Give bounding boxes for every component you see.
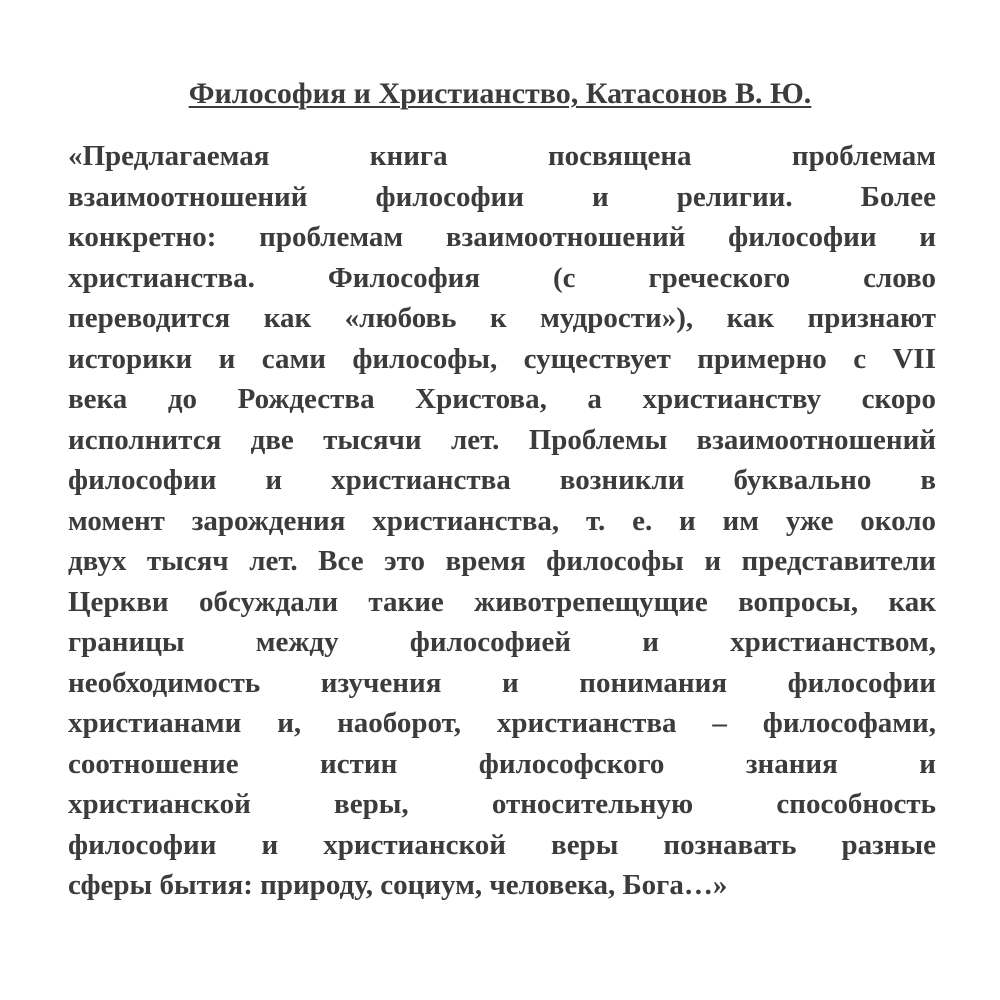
- text-line: двух тысяч лет. Все это время философы и представители: [68, 545, 936, 577]
- text-line: исполнится две тысячи лет. Проблемы взаимоотношений: [68, 423, 936, 456]
- text-line: необходимость изучения и понимания философии: [68, 666, 936, 699]
- text-line: христианами и, наоборот, христианства – философами,: [68, 707, 936, 739]
- quote-paragraph: [68, 136, 936, 906]
- document-title-text: Философия и Христианство, Катасонов В. Ю.: [188, 77, 812, 110]
- text-line: момент зарождения христианства, т. е. и им уже около: [68, 504, 936, 537]
- text-line: историки и сами философы, существует примерно с VII: [68, 342, 936, 375]
- text-line: переводится как «любовь к мудрости»), как признают: [68, 302, 936, 334]
- text-line: христианской веры, относительную способность: [68, 788, 936, 820]
- text-line: границы между философией и христианством,: [68, 626, 936, 658]
- text-line: христианства. Философия (с греческого слово: [68, 261, 936, 294]
- text-line: соотношение истин философского знания и: [68, 747, 936, 780]
- text-line: века до Рождества Христова, а христианству скоро: [68, 383, 936, 415]
- text-line: философии и христианской веры познавать разные: [68, 828, 936, 861]
- text-line: Церкви обсуждали такие животрепещущие вопросы, как: [68, 585, 936, 618]
- text-line: взаимоотношений философии и религии. Более: [68, 180, 936, 213]
- document-title: [0, 76, 1000, 112]
- text-line: «Предлагаемая книга посвящена проблемам: [68, 140, 936, 172]
- text-line: философии и христианства возникли буквально в: [68, 464, 936, 496]
- text-line: сферы бытия: природу, социум, человека, Бога…»: [68, 869, 728, 901]
- text-line: конкретно: проблемам взаимоотношений философии и: [68, 221, 936, 253]
